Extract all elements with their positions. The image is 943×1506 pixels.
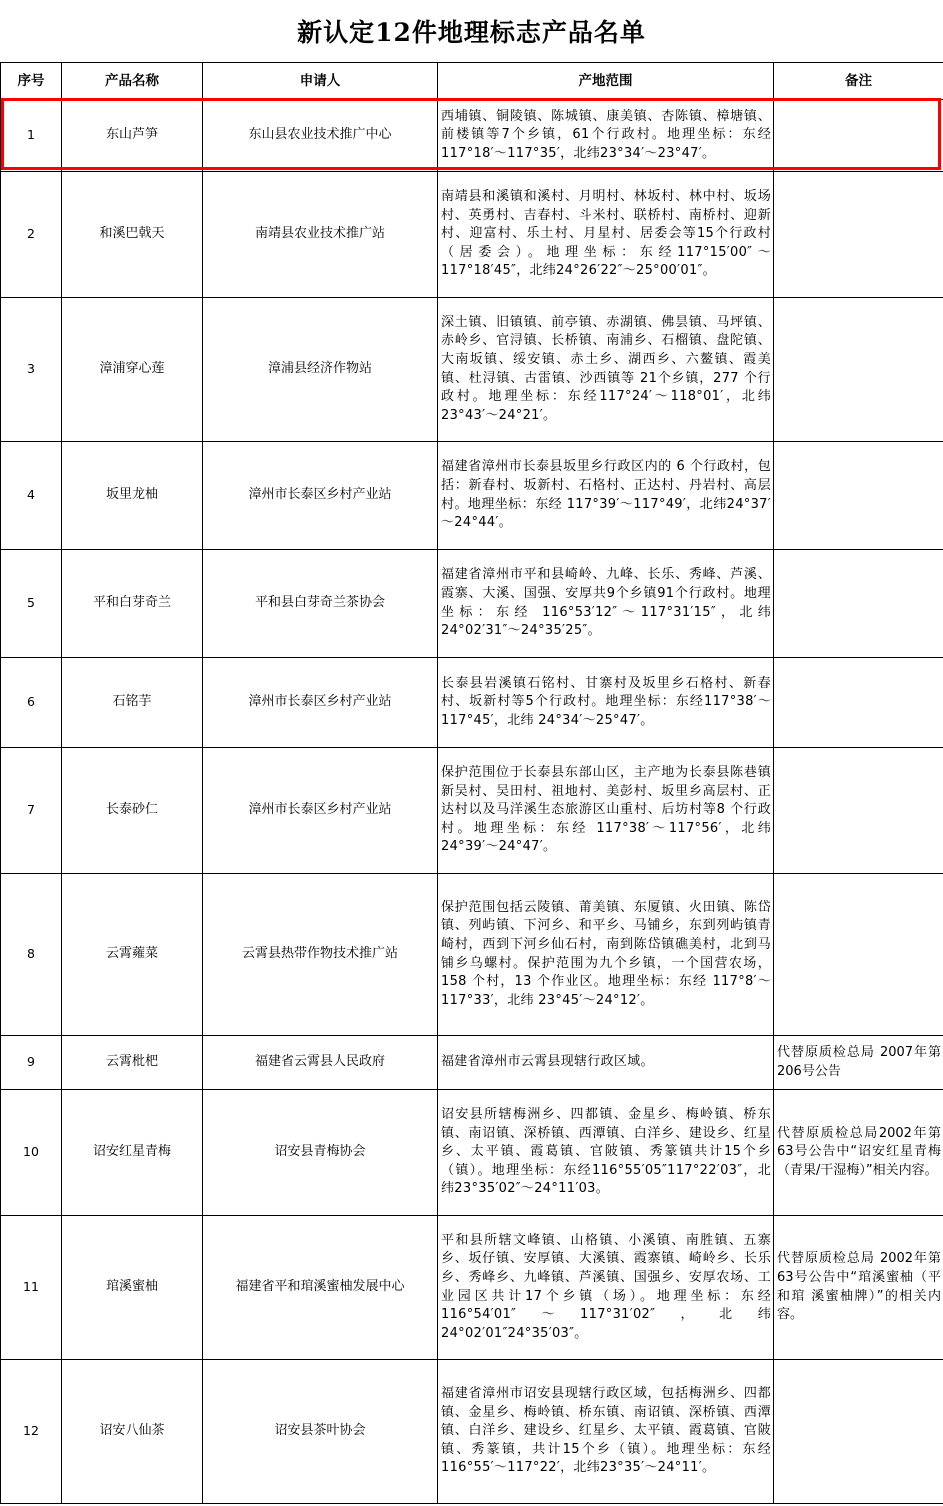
cell-applicant: 南靖县农业技术推广站 (203, 172, 438, 298)
cell-note (774, 298, 943, 442)
cell-area: 平和县所辖文峰镇、山格镇、小溪镇、南胜镇、五寨乡、坂仔镇、安厚镇、大溪镇、霞寨镇、崎岭乡、长乐乡、秀峰乡、九峰镇、芦溪镇、国强乡、安厚农场、工业园区共计17个乡镇（场）。地理坐标：东经116°54′01″～117°31′02″，北纬24°02′01″24°35′03″。 (438, 1216, 774, 1360)
cell-applicant: 漳州市长泰区乡村产业站 (203, 658, 438, 748)
cell-applicant: 漳州市长泰区乡村产业站 (203, 748, 438, 874)
table-row (1, 298, 943, 442)
table-row (1, 550, 943, 658)
cell-no: 8 (1, 874, 62, 1036)
cell-product-name: 诏安八仙茶 (62, 1360, 203, 1504)
cell-product-name: 石铭芋 (62, 658, 203, 748)
cell-note (774, 658, 943, 748)
cell-product-name: 东山芦笋 (62, 100, 203, 172)
cell-product-name: 平和白芽奇兰 (62, 550, 203, 658)
cell-applicant: 平和县白芽奇兰茶协会 (203, 550, 438, 658)
cell-no: 12 (1, 1360, 62, 1504)
cell-area: 深土镇、旧镇镇、前亭镇、赤湖镇、佛昙镇、马坪镇、赤岭乡、官浔镇、长桥镇、南浦乡、石榴镇、盘陀镇、大南坂镇、绥安镇、赤土乡、湖西乡、六鳌镇、霞美镇、杜浔镇、古雷镇、沙西镇等 21个乡镇，277 个行政村。地理坐标：东经117°24′～118°01′，北纬 23°43′～24°21′。 (438, 298, 774, 442)
cell-note (774, 748, 943, 874)
table-row (1, 1360, 943, 1504)
cell-no: 3 (1, 298, 62, 442)
cell-no: 7 (1, 748, 62, 874)
cell-product-name: 坂里龙柚 (62, 442, 203, 550)
cell-area: 保护范围位于长泰县东部山区，主产地为长泰县陈巷镇新吴村、吴田村、祖地村、美彭村、坂里乡高层村、正达村以及马洋溪生态旅游区山重村、后坊村等8 个行政村。地理坐标：东经 117°38′～117°56′，北纬 24°39′～24°47′。 (438, 748, 774, 874)
cell-area: 福建省漳州市诏安县现辖行政区域，包括梅洲乡、四都镇、金星乡、梅岭镇、桥东镇、南诏镇、深桥镇、西潭镇、白洋乡、建设乡、红星乡、太平镇、霞葛镇、官陂镇、秀篆镇，共计15个乡（镇）。地理坐标：东经 116°55′～117°22′，北纬23°35′～24°11′。 (438, 1360, 774, 1504)
table-row (1, 658, 943, 748)
table-row (1, 1216, 943, 1360)
cell-note: 代替原质检总局 2002年第63号公告中“琯溪蜜柚（平和琯 溪蜜柚牌）”的相关内容。 (774, 1216, 943, 1360)
header-area: 产地范围 (438, 63, 774, 100)
cell-product-name: 漳浦穿心莲 (62, 298, 203, 442)
table-row (1, 748, 943, 874)
cell-note (774, 550, 943, 658)
cell-note: 代替原质检总局 2007年第206号公告 (774, 1036, 943, 1090)
cell-note (774, 442, 943, 550)
cell-note (774, 100, 943, 172)
cell-area: 南靖县和溪镇和溪村、月明村、林坂村、林中村、坂场村、英勇村、吉春村、斗米村、联桥村、南桥村、迎新村、迎富村、乐土村、月星村、居委会等15个行政村（居委会）。地理坐标：东经117°15′00″～117°18′45″，北纬24°26′22″～25°00′01″。 (438, 172, 774, 298)
table-row (1, 100, 943, 172)
cell-applicant: 云霄县热带作物技术推广站 (203, 874, 438, 1036)
cell-applicant: 诏安县茶叶协会 (203, 1360, 438, 1504)
header-note: 备注 (774, 63, 943, 100)
cell-note (774, 172, 943, 298)
table-row (1, 1036, 943, 1090)
table-row (1, 442, 943, 550)
cell-area: 保护范围包括云陵镇、莆美镇、东厦镇、火田镇、陈岱镇、列屿镇、下河乡、和平乡、马铺乡，东到列屿镇青崎村，西到下河乡仙石村，南到陈岱镇礁美村，北到马铺乡乌螺村。保护范围为九个乡镇，一个国营农场，158 个村，13 个作业区。地理坐标：东经 117°8′～117°33′，北纬 23°45′～24°12′。 (438, 874, 774, 1036)
cell-applicant: 东山县农业技术推广中心 (203, 100, 438, 172)
cell-product-name: 云霄蕹菜 (62, 874, 203, 1036)
cell-product-name: 长泰砂仁 (62, 748, 203, 874)
cell-no: 10 (1, 1090, 62, 1216)
cell-area: 福建省漳州市云霄县现辖行政区域。 (438, 1036, 774, 1090)
table-row (1, 874, 943, 1036)
cell-applicant: 诏安县青梅协会 (203, 1090, 438, 1216)
cell-no: 2 (1, 172, 62, 298)
cell-no: 5 (1, 550, 62, 658)
cell-note (774, 1360, 943, 1504)
header-applicant: 申请人 (203, 63, 438, 100)
cell-applicant: 福建省云霄县人民政府 (203, 1036, 438, 1090)
cell-area: 福建省漳州市平和县崎岭、九峰、长乐、秀峰、芦溪、霞寨、大溪、国强、安厚共9个乡镇91个行政村。地理坐标：东经 116°53′12″～117°31′15″，北纬24°02′31″～24°35′25″。 (438, 550, 774, 658)
cell-applicant: 福建省平和琯溪蜜柚发展中心 (203, 1216, 438, 1360)
table-row (1, 172, 943, 298)
cell-area: 西埔镇、铜陵镇、陈城镇、康美镇、杏陈镇、樟塘镇、前楼镇等7个乡镇，61个行政村。地理坐标：东经 117°18′～117°35′，北纬23°34′～23°47′。 (438, 100, 774, 172)
cell-no: 11 (1, 1216, 62, 1360)
cell-applicant: 漳州市长泰区乡村产业站 (203, 442, 438, 550)
cell-product-name: 琯溪蜜柚 (62, 1216, 203, 1360)
cell-applicant: 漳浦县经济作物站 (203, 298, 438, 442)
product-table (0, 62, 943, 1504)
cell-product-name: 诏安红星青梅 (62, 1090, 203, 1216)
cell-area: 福建省漳州市长泰县坂里乡行政区内的 6 个行政村，包括：新春村、坂新村、石格村、正达村、丹岩村、高层村。地理坐标：东经 117°39′～117°49′，北纬24°37′～24°44′。 (438, 442, 774, 550)
cell-no: 6 (1, 658, 62, 748)
cell-note (774, 874, 943, 1036)
cell-area: 长泰县岩溪镇石铭村、甘寨村及坂里乡石格村、新春村、坂新村等5个行政村。地理坐标：东经117°38′～117°45′，北纬 24°34′～25°47′。 (438, 658, 774, 748)
cell-area: 诏安县所辖梅洲乡、四都镇、金星乡、梅岭镇、桥东镇、南诏镇、深桥镇、西潭镇、白洋乡、建设乡、红星乡、太平镇、霞葛镇、官陂镇、秀篆镇共计15个乡（镇）。地理坐标：东经116°55′05″117°22′03″，北纬23°35′02″～24°11′03。 (438, 1090, 774, 1216)
cell-product-name: 和溪巴戟天 (62, 172, 203, 298)
cell-product-name: 云霄枇杷 (62, 1036, 203, 1090)
cell-note: 代替原质检总局2002年第63号公告中“诏安红星青梅（青果/干湿梅）”相关内容。 (774, 1090, 943, 1216)
header-name: 产品名称 (62, 63, 203, 100)
cell-no: 4 (1, 442, 62, 550)
table-header-row (1, 63, 943, 100)
table-row (1, 1090, 943, 1216)
cell-no: 9 (1, 1036, 62, 1090)
cell-no: 1 (1, 100, 62, 172)
page-title: 新认定12件地理标志产品名单 (0, 0, 943, 63)
header-no: 序号 (1, 63, 62, 100)
